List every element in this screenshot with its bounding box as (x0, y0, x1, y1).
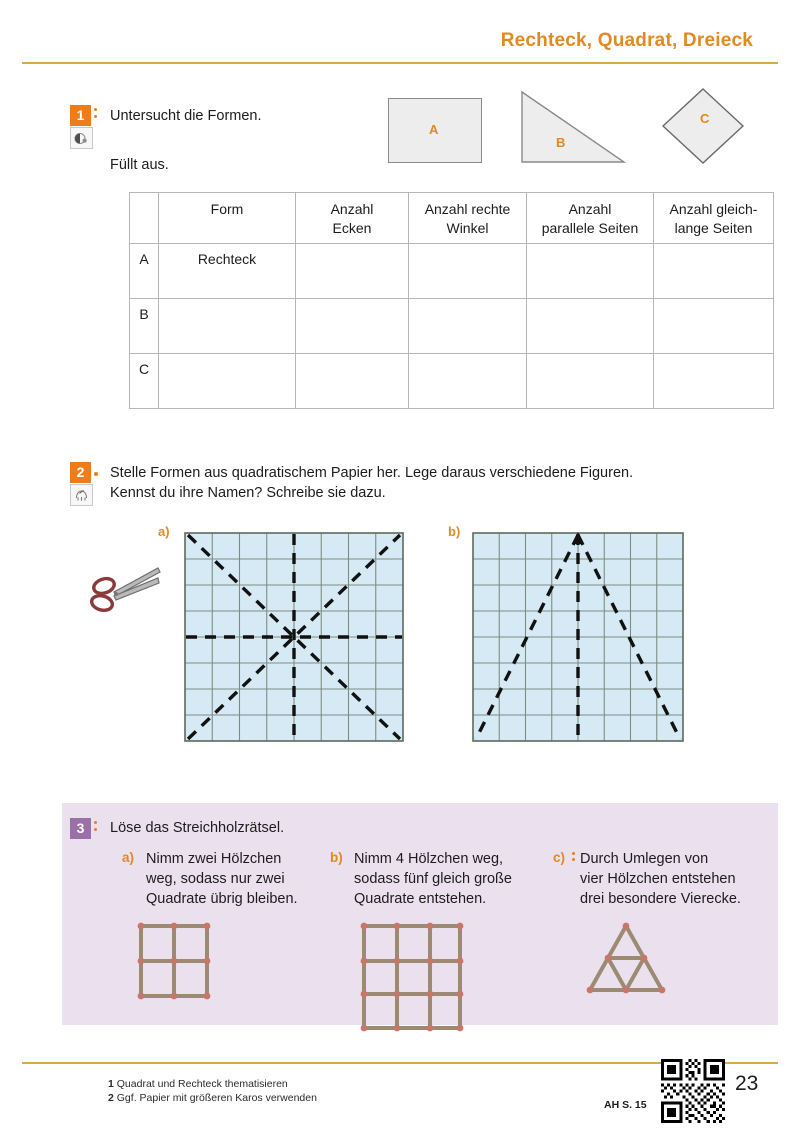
th-index (130, 193, 159, 244)
row-b-form[interactable] (159, 299, 296, 354)
craft-hands-icon (70, 484, 93, 506)
exercise-1-dots-icon (94, 108, 97, 122)
th-winkel-line2: Winkel (446, 220, 489, 236)
scissors-icon (78, 562, 162, 629)
th-gleichlange (654, 193, 774, 244)
row-b-ecken[interactable] (296, 299, 409, 354)
th-ecken (296, 193, 409, 244)
shape-c-label: C (700, 111, 710, 126)
th-gleichlange-line2: lange Seiten (674, 220, 753, 236)
forms-table (129, 192, 774, 409)
header-divider (22, 62, 778, 64)
exercise-3-dots-icon (94, 821, 97, 835)
matchstick-triangle (583, 918, 669, 1003)
page-number: 23 (735, 1072, 759, 1095)
exercise-2-line-1: Stelle Formen aus quadratischem Papier her. Lege daraus verschiedene Figuren. (110, 465, 634, 481)
row-c-ecken[interactable] (296, 354, 409, 409)
fold-grid-a (184, 532, 404, 747)
row-b-parallele[interactable] (527, 299, 654, 354)
th-form-line1: Form (210, 201, 244, 217)
exercise-1-instruction-2: Füllt aus. (110, 157, 169, 173)
row-c-index: C (130, 354, 159, 409)
exercise-3-part-c-line-1: Durch Umlegen von (580, 851, 709, 867)
exercise-3-badge (70, 818, 94, 839)
exercise-3-part-a-line-3: Quadrate übrig bleiben. (146, 891, 298, 907)
row-c-winkel[interactable] (409, 354, 527, 409)
exercise-3-part-b-line-1: Nimm 4 Hölzchen weg, (354, 851, 504, 867)
footnote-1 (108, 1078, 288, 1090)
exercise-3-part-c-label: c) (553, 850, 566, 865)
th-winkel-line1: Anzahl rechte (424, 201, 511, 217)
exercise-3-part-b-line-2: sodass fünf gleich große (354, 871, 512, 887)
exercise-2-badge (70, 462, 94, 506)
exercise-1-number: 1 (70, 105, 91, 126)
footnote-2-text: Ggf. Papier mit größeren Karos verwenden (116, 1092, 317, 1104)
footnote-2 (108, 1092, 317, 1104)
partner-work-icon (70, 127, 93, 149)
th-parallele (527, 193, 654, 244)
matchstick-grid-3x3 (356, 918, 468, 1041)
exercise-3-part-a-line-2: weg, sodass nur zwei (146, 871, 285, 887)
shape-b-triangle (520, 90, 630, 170)
exercise-1-instruction: Untersucht die Formen. (110, 108, 262, 124)
shape-c-diamond (660, 86, 746, 171)
workbook-reference: AH S. 15 (604, 1099, 647, 1111)
row-a-ecken[interactable] (296, 244, 409, 299)
th-winkel (409, 193, 527, 244)
row-c-gleichlange[interactable] (654, 354, 774, 409)
exercise-3-number: 3 (70, 818, 91, 839)
th-ecken-line1: Anzahl (330, 201, 374, 217)
table-row (130, 354, 774, 409)
row-a-form[interactable]: Rechteck (159, 244, 296, 299)
th-parallele-line1: Anzahl (568, 201, 612, 217)
row-a-gleichlange[interactable] (654, 244, 774, 299)
row-b-index: B (130, 299, 159, 354)
row-a-index: A (130, 244, 159, 299)
footnote-1-text: Quadrat und Rechteck thematisieren (116, 1078, 288, 1090)
qr-code-icon[interactable] (661, 1059, 725, 1123)
exercise-2-line-2: Kennst du ihre Namen? Schreibe sie dazu. (110, 485, 386, 501)
footnote-2-number: 2 (108, 1092, 114, 1104)
forms-table-head (130, 193, 774, 244)
th-gleichlange-line1: Anzahl gleich- (669, 201, 758, 217)
row-c-form[interactable] (159, 354, 296, 409)
matchstick-grid-2x2 (133, 918, 215, 1009)
th-parallele-line2: parallele Seiten (541, 220, 639, 236)
th-ecken-line2: Ecken (332, 220, 372, 236)
exercise-3-part-a-label: a) (122, 850, 135, 865)
exercise-3-part-c-dots-icon (572, 852, 575, 864)
row-a-winkel[interactable] (409, 244, 527, 299)
exercise-3-part-c-line-2: vier Hölzchen entstehen (580, 871, 736, 887)
footnote-1-number: 1 (108, 1078, 114, 1090)
fold-grid-b (472, 532, 684, 747)
exercise-3-part-b-line-3: Quadrate entstehen. (354, 891, 487, 907)
exercise-3-instruction: Löse das Streichholzrätsel. (110, 820, 285, 836)
exercise-2-dot-icon (94, 472, 98, 476)
table-row (130, 244, 774, 299)
exercise-1-badge (70, 105, 94, 149)
th-form (159, 193, 296, 244)
table-header-row (130, 193, 774, 244)
exercise-3-part-b-label: b) (330, 850, 343, 865)
page-title: Rechteck, Quadrat, Dreieck (500, 30, 753, 51)
row-b-winkel[interactable] (409, 299, 527, 354)
exercise-3-part-a-line-1: Nimm zwei Hölzchen (146, 851, 282, 867)
row-c-parallele[interactable] (527, 354, 654, 409)
exercise-3-part-c-line-3: drei besondere Vierecke. (580, 891, 741, 907)
forms-table-body (130, 244, 774, 409)
table-row (130, 299, 774, 354)
exercise-2-part-b-label: b) (448, 524, 461, 539)
exercise-2-number: 2 (70, 462, 91, 483)
exercise-2-part-a-label: a) (158, 524, 170, 539)
shape-a-label: A (429, 122, 439, 137)
row-b-gleichlange[interactable] (654, 299, 774, 354)
shape-b-label: B (556, 135, 566, 150)
row-a-parallele[interactable] (527, 244, 654, 299)
